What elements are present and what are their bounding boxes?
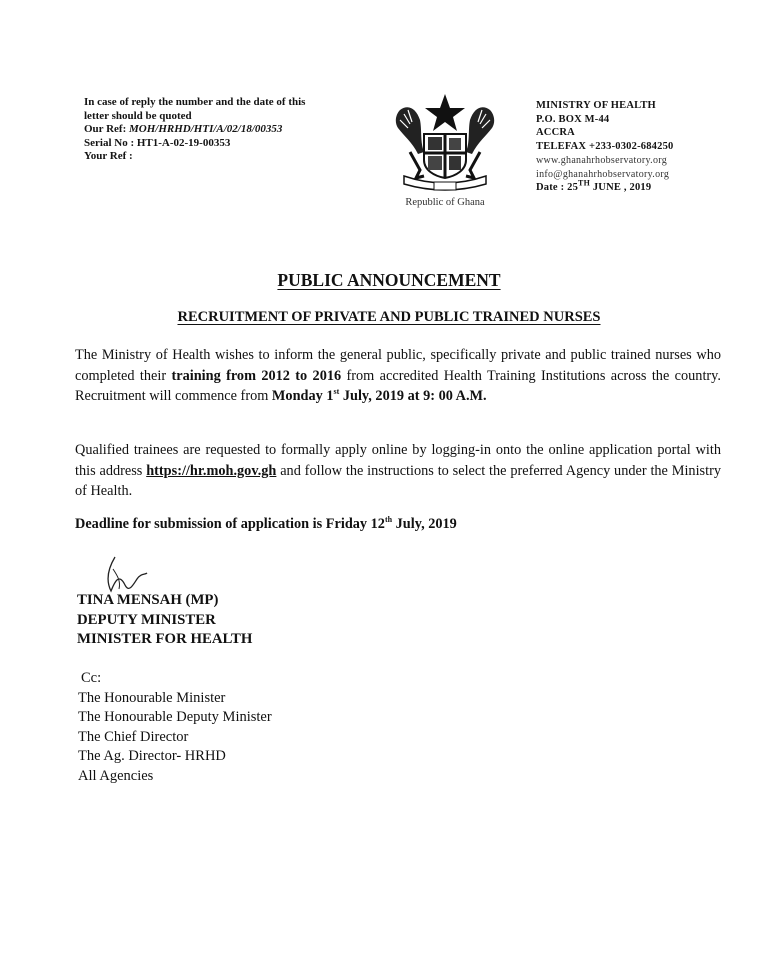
cc-recipient: The Ag. Director- HRHD [78, 748, 226, 764]
signatory-name: TINA MENSAH (MP) [77, 592, 219, 608]
cc-recipient: All Agencies [78, 767, 154, 784]
start-date: Monday 1st July, 2019 at 9: 00 A.M. [271, 387, 487, 404]
ghana-coat-of-arms-icon [390, 90, 500, 195]
city: ACCRA [536, 127, 575, 139]
training-period: training from 2012 to 2016 [171, 367, 342, 384]
deadline-notice: Deadline for submission of application is Friday 12th July, 2019 [75, 515, 457, 532]
reply-note-cont: letter should be quoted [84, 109, 192, 122]
cc-recipient: The Honourable Minister [78, 689, 226, 706]
signatory-ministry: MINISTER FOR HEALTH [77, 631, 253, 647]
page-subtitle: RECRUITMENT OF PRIVATE AND PUBLIC TRAINED NURSES [177, 309, 601, 325]
po-box: P.O. BOX M-44 [536, 113, 610, 125]
ministry-name: MINISTRY OF HEALTH [536, 100, 656, 111]
letter-date: Date : 25TH JUNE , 2019 [536, 178, 652, 194]
reply-note: In case of reply the number and the date of this [84, 96, 306, 108]
our-ref: Our Ref: MOH/HRHD/HTI/A/02/18/00353 [84, 123, 283, 135]
signatory-title: DEPUTY MINISTER [77, 611, 216, 628]
your-ref: Your Ref : [84, 150, 133, 162]
cc-label: Cc: [81, 670, 102, 686]
website-link[interactable]: www.ghanahrhobservatory.org [536, 154, 668, 166]
instructions-paragraph: Qualified trainees are requested to formally apply online by logging-in onto the online application portal with this address https://hr.moh.gov.gh and follow the instructions to select the preferred Agency under the Ministry of Health. [75, 442, 721, 499]
signatory-block [77, 591, 252, 650]
serial-no: Serial No : HT1-A-02-19-00353 [84, 136, 231, 149]
page-title: PUBLIC ANNOUNCEMENT [277, 270, 501, 290]
cc-list [78, 669, 272, 786]
ministry-address-block [536, 99, 673, 195]
announcement-paragraph: The Ministry of Health wishes to inform the general public, specifically private and public trained nurses who completed their training from 2012 to 2016 from accredited Health Training Institutions across the country. Recruitment will commence from Monday 1st July, 2019 at 9: 00 A.M. [75, 347, 721, 404]
signature-icon [75, 555, 195, 595]
portal-link[interactable]: https://hr.moh.gov.gh [146, 462, 277, 479]
our-ref-value: MOH/HRHD/HTI/A/02/18/00353 [129, 123, 283, 135]
email-link[interactable]: info@ghanahrhobservatory.org [536, 168, 670, 180]
cc-recipient: The Chief Director [78, 728, 189, 745]
cc-recipient: The Honourable Deputy Minister [78, 709, 272, 725]
reference-block [84, 96, 305, 164]
crest-caption: Republic of Ghana [405, 197, 485, 208]
telefax: TELEFAX +233-0302-684250 [536, 141, 674, 153]
